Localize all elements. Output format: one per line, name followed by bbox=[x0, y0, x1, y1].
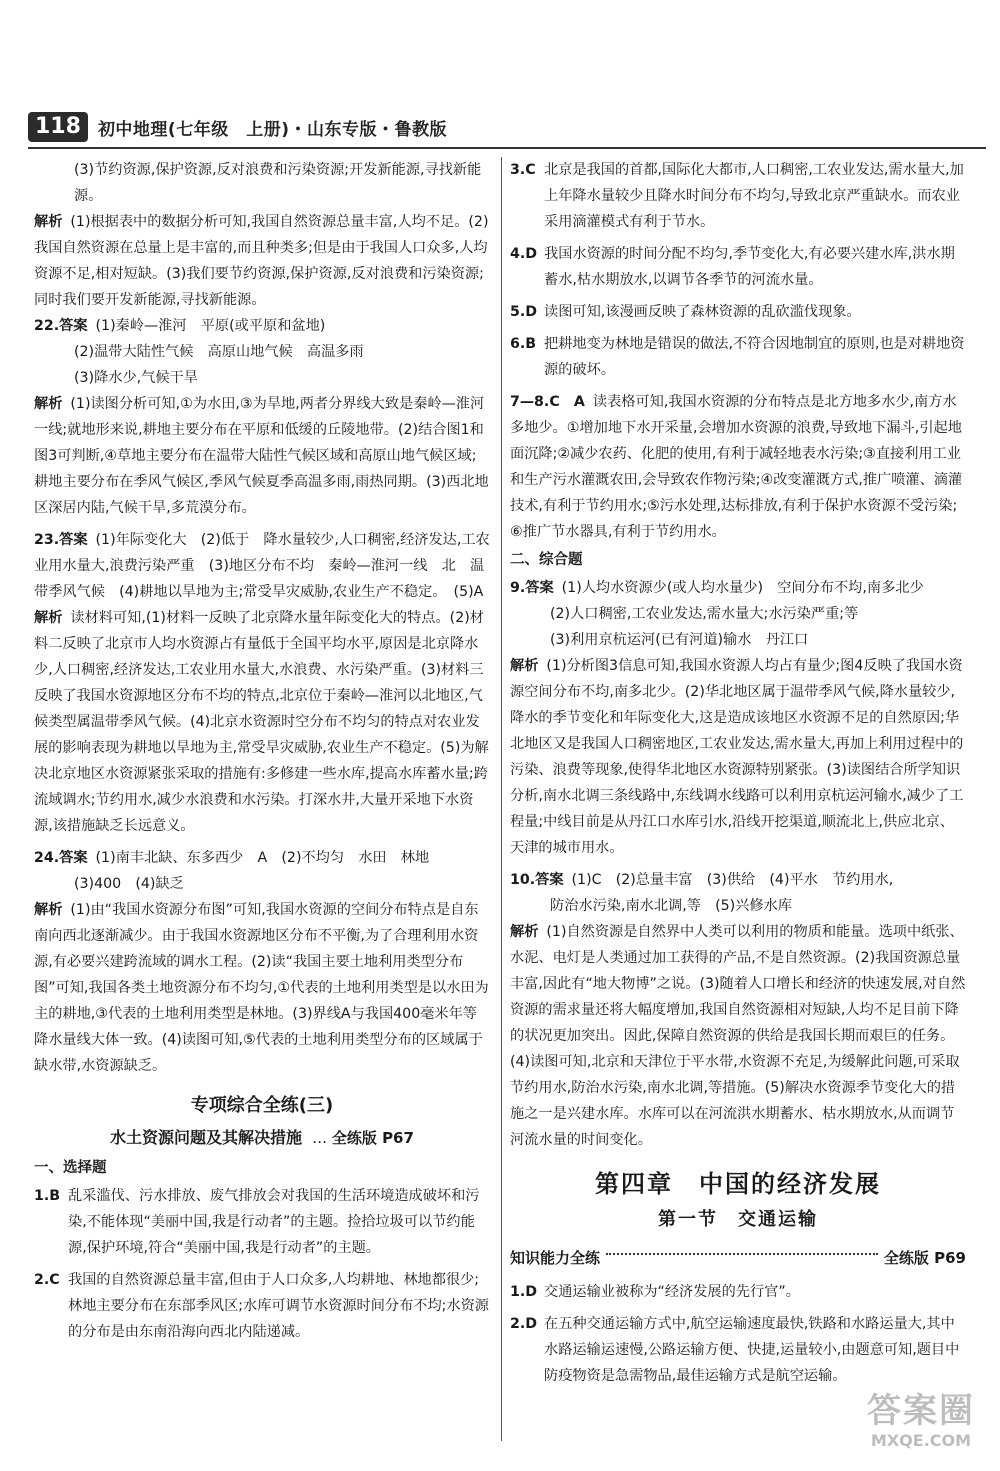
mc-q1-text: 乱采滥伐、污水排放、废气排放会对我国的生活环境造成破坏和污染,不能体现“美丽中国,我是行动者”的主题。捡拾垃圾可以节约能源,保护环境,符合“美丽中国,我是行动者”的主题。 bbox=[68, 1188, 480, 1256]
mc-q5-label: 5.D bbox=[510, 304, 538, 320]
mc-q2 bbox=[34, 1267, 490, 1345]
q24-label: 24.答案 bbox=[34, 850, 88, 866]
header-rule bbox=[28, 147, 986, 149]
chapter-title: 第四章 中国的经济发展 bbox=[595, 1170, 881, 1198]
analysis-label: 解析 bbox=[34, 902, 63, 918]
mc-q7-8 bbox=[510, 389, 966, 545]
q10-answer-2: 防治水污染,南水北调,等 (5)兴修水库 bbox=[550, 898, 792, 914]
page-header bbox=[28, 112, 447, 142]
q22-label: 22.答案 bbox=[34, 318, 88, 334]
watermark-logo bbox=[856, 1391, 986, 1461]
traffic-q1-label: 1.D bbox=[510, 1284, 538, 1300]
book-title: 初中地理(七年级 上册)・山东专版・鲁教版 bbox=[97, 119, 447, 140]
traffic-q1 bbox=[510, 1279, 966, 1305]
mc-q6-label: 6.B bbox=[510, 336, 537, 352]
q22 bbox=[34, 313, 490, 521]
analysis-label: 解析 bbox=[34, 610, 63, 626]
q9-analysis-text: (1)分析图3信息可知,我国水资源人均占有量少;图4反映了我国水资源空间分布不均,南多北少。(2)华北地区属于温带季风气候,降水量较少,降水的季节变化和年际变化大,这是造成该地区水资源不足的自然原因;华北地区又是我国人口稠密地区,工农业发达,需水量大,再加上利用过程中的污染、浪费等现象,使得华北地区水资源特别紧张。(3)读图结合所学知识分析,南水北调三条线路中,东线调水线路可以利用京杭运河输水,减少了工程量;中线目前是从丹江口水库引水,沿线开挖渠道,顺流北上,供应北京、天津的城市用水。 bbox=[510, 658, 964, 856]
q9-answer-3: (3)利用京杭运河(已有河道)输水 丹江口 bbox=[550, 632, 809, 648]
traffic-q1-text: 交通运输业被称为“经济发展的先行官”。 bbox=[544, 1284, 800, 1300]
traffic-q2 bbox=[510, 1311, 966, 1389]
knowledge-practice-title: 知识能力全练 bbox=[510, 1249, 601, 1267]
q22-analysis bbox=[34, 391, 490, 521]
mc-q2-text: 我国的自然资源总量丰富,但由于人口众多,人均耕地、林地都很少;林地主要分布在东部季风区;水库可调节水资源时间分布不均;水资源的分布是由东南沿海向西北内陆递减。 bbox=[68, 1272, 489, 1340]
mc-q6-text: 把耕地变为林地是错误的做法,不符合因地制宜的原则,也是对耕地资源的破坏。 bbox=[544, 336, 965, 378]
q23-analysis bbox=[34, 605, 490, 839]
mc-q7-8-label: 7—8.C A bbox=[510, 394, 585, 410]
mc-q4-text: 我国水资源的时间分配不均匀,季节变化大,有必要兴建水库,洪水期蓄水,枯水期放水,以调节各季节的河流水量。 bbox=[544, 246, 955, 288]
knowledge-practice-bar bbox=[510, 1245, 966, 1271]
q23-label: 23.答案 bbox=[34, 532, 88, 548]
q24-answer-1: (1)南丰北缺、东多西少 A (2)不均匀 水田 林地 bbox=[95, 850, 430, 866]
q21-analysis-text: (1)根据表中的数据分析可知,我国自然资源总量丰富,人均不足。(2)我国自然资源在总量上是丰富的,而且种类多;但是由于我国人口众多,人均资源不足,相对短缺。(3)我们要节约资源,保护资源,反对浪费和污染资源;同时我们要开发新能源,寻找新能源。 bbox=[34, 214, 489, 308]
q21-answer-cont: (3)节约资源,保护资源,反对浪费和污染资源;开发新能源,寻找新能源。 bbox=[74, 162, 482, 204]
mc-q7-8-text: 读表格可知,我国水资源的分布特点是北方地多水少,南方水多地少。①增加地下水开采量,会增加水资源的浪费,导致地下漏斗,引起地面沉降;②减少农药、化肥的使用,有利于减轻地表水污染;③直接利用工业和生产污水灌溉农田,会导致农作物污染;④改变灌溉方式,推广喷灌、滴灌技术,有利于节约用水;⑤污水处理,达标排放,有利于保护水资源不受污染;⑥推广节水器具,有利于节约用水。 bbox=[510, 394, 963, 540]
q10 bbox=[510, 867, 966, 1153]
q10-analysis-text: (1)自然资源是自然界中人类可以利用的物质和能量。选项中纸张、水泥、电灯是人类通过加工获得的产品,不是自然资源。(2)我国资源总量丰富,因此有“地大物博”之说。(3)随着人口增长和经济的快速发展,对自然资源的需求量还将大幅度增加,我国自然资源相对短缺,人均不足目前下降的状况更加突出。因此,保障自然资源的供给是我国长期而艰巨的任务。(4)读图可知,北京和天津位于平水带,水资源不充足,为缓解此问题,可采取节约用水,防治水污染,南水北调,等措施。(5)解决水资源季节变化大的措施之一是兴建水库。水库可以在河流洪水期蓄水、枯水期放水,从而调节河流水量的时间变化。 bbox=[510, 924, 966, 1148]
analysis-label: 解析 bbox=[510, 658, 539, 674]
q21-analysis bbox=[34, 209, 490, 313]
q24 bbox=[34, 845, 490, 1079]
section-comprehensive: 二、综合题 bbox=[510, 552, 583, 568]
left-column bbox=[34, 157, 490, 1351]
section-multiple-choice: 一、选择题 bbox=[34, 1160, 107, 1176]
q22-answer-1: (1)秦岭—淮河 平原(或平原和盆地) bbox=[95, 318, 326, 334]
mc-q5 bbox=[510, 299, 966, 325]
q23-answer: (1)年际变化大 (2)低于 降水量较少,人口稠密,经济发达,工农业用水量大,浪费污染严重 (3)地区分布不均 秦岭—淮河一线 北 温带季风气候 (4)耕地以旱地为主;常受旱灾威胁,农业生产不稳定。 (5)A bbox=[34, 532, 490, 600]
special-practice-ref: 全练版 P67 bbox=[331, 1129, 414, 1147]
analysis-label: 解析 bbox=[510, 924, 539, 940]
special-practice-title: 专项综合全练(三) bbox=[190, 1095, 334, 1116]
mc-q5-text: 读图可知,该漫画反映了森林资源的乱砍滥伐现象。 bbox=[544, 304, 861, 320]
q22-answer-2: (2)温带大陆性气候 高原山地气候 高温多雨 bbox=[74, 344, 364, 360]
mc-q4-label: 4.D bbox=[510, 246, 538, 262]
watermark-url: MXQE.COM bbox=[870, 1431, 972, 1450]
analysis-label: 解析 bbox=[34, 396, 63, 412]
watermark-text: 答案圈 bbox=[867, 1391, 975, 1431]
q9-analysis bbox=[510, 653, 966, 861]
mc-q1-label: 1.B bbox=[34, 1188, 61, 1204]
q24-analysis bbox=[34, 897, 490, 1079]
traffic-q2-label: 2.D bbox=[510, 1316, 538, 1332]
q22-analysis-text: (1)读图分析可知,①为水田,③为旱地,两者分界线大致是秦岭—淮河一线;就地形来说,耕地主要分布在平原和低缓的丘陵地带。(2)结合图1和图3可判断,④草地主要分布在温带大陆性气候区域和高原山地气候区域;耕地主要分布在季风气候区,季风气候夏季高温多雨,雨热同期。(3)西北地区深居内陆,气候干旱,多荒漠分布。 bbox=[34, 396, 489, 516]
q10-analysis bbox=[510, 919, 966, 1153]
mc-q3 bbox=[510, 157, 966, 235]
q23-analysis-text: 读材料可知,(1)材料一反映了北京降水量年际变化大的特点。(2)材料二反映了北京市人均水资源占有量低于全国平均水平,原因是北京降水少,人口稠密,经济发达,工农业用水量大,水浪费、水污染严重。(3)材料三反映了我国水资源地区分布不均的特点,北京位于秦岭—淮河以北地区,气候类型属温带季风气候。(4)北京水资源时空分布不均匀的特点对农业发展的影响表现为耕地以旱地为主,常受旱灾威胁,农业生产不稳定。(5)为解决北京地区水资源紧张采取的措施有:多修建一些水库,提高水库蓄水量;跨流域调水;节约用水,减少水浪费和水污染。打深水井,大量开采地下水资源,该措施缺乏长远意义。 bbox=[34, 610, 489, 834]
mc-q3-label: 3.C bbox=[510, 162, 536, 178]
q10-label: 10.答案 bbox=[510, 872, 564, 888]
traffic-q2-text: 在五种交通运输方式中,航空运输速度最快,铁路和水路运量大,其中水路运输运速慢,公路运输方便、快捷,运量较小,由题意可知,题目中防疫物资是急需物品,最佳运输方式是航空运输。 bbox=[544, 1316, 960, 1384]
q9-answer-2: (2)人口稠密,工农业发达,需水量大;水污染严重;等 bbox=[550, 606, 859, 622]
right-column bbox=[510, 157, 966, 1395]
q9-label: 9.答案 bbox=[510, 580, 554, 596]
mc-q2-label: 2.C bbox=[34, 1272, 60, 1288]
column-divider bbox=[501, 157, 502, 1441]
leader-dots bbox=[606, 1253, 878, 1255]
mc-q4 bbox=[510, 241, 966, 293]
q24-answer-2: (3)400 (4)缺乏 bbox=[74, 876, 184, 892]
special-practice-name: 水土资源问题及其解决措施 bbox=[110, 1128, 303, 1147]
knowledge-practice-ref: 全练版 P69 bbox=[883, 1249, 966, 1267]
mc-q1 bbox=[34, 1183, 490, 1261]
mc-q3-text: 北京是我国的首都,国际化大都市,人口稠密,工农业发达,需水量大,加上年降水量较少且降水时间分布不均匀,导致北京严重缺水。而农业采用滴灌模式有利于节水。 bbox=[544, 162, 964, 230]
page-number: 118 bbox=[28, 112, 88, 142]
q9-answer-1: (1)人均水资源少(或人均水量少) 空间分布不均,南多北少 bbox=[561, 580, 924, 596]
analysis-label: 解析 bbox=[34, 214, 63, 230]
q22-answer-3: (3)降水少,气候干旱 bbox=[74, 370, 198, 386]
mc-q6 bbox=[510, 331, 966, 383]
q10-answer-1: (1)C (2)总量丰富 (3)供给 (4)平水 节约用水, bbox=[571, 872, 894, 888]
section-title: 第一节 交通运输 bbox=[658, 1209, 818, 1230]
q24-analysis-text: (1)由“我国水资源分布图”可知,我国水资源的空间分布特点是自东南向西北逐渐减少。由于我国水资源地区分布不平衡,为了合理利用水资源,有必要兴建跨流域的调水工程。(2)读“我国主要土地利用类型分布图”可知,我国各类土地资源分布不均匀,①代表的土地利用类型是以水田为主的耕地,③代表的土地利用类型是林地。(3)界线A与我国400毫米年等降水量线大体一致。(4)读图可知,⑤代表的土地利用类型分布的区域属于缺水带,水资源缺乏。 bbox=[34, 902, 489, 1074]
dots: … bbox=[312, 1129, 328, 1147]
q23 bbox=[34, 527, 490, 839]
q9 bbox=[510, 575, 966, 861]
special-practice-subtitle bbox=[34, 1125, 490, 1151]
